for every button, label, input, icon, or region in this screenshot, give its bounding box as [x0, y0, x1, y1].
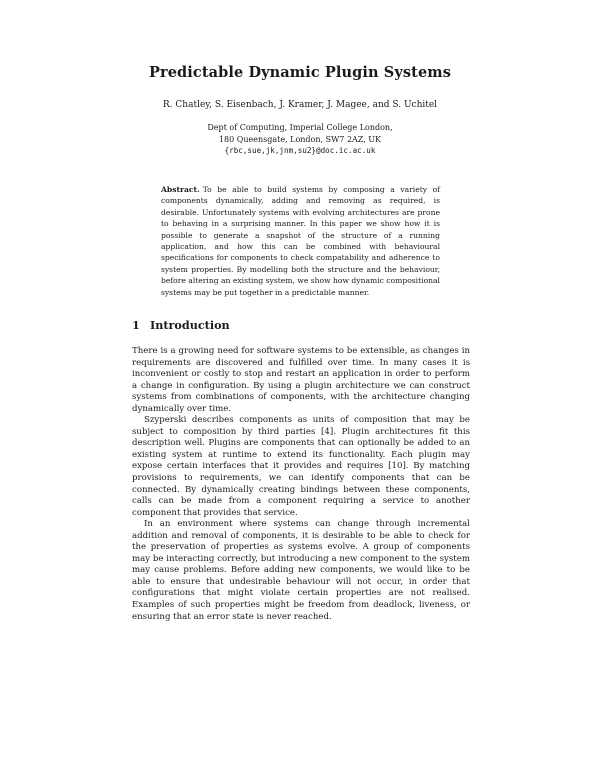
section-title: Introduction: [150, 318, 230, 332]
affiliation-dept: Dept of Computing, Imperial College London,: [207, 123, 393, 132]
section-heading: [132, 318, 230, 332]
author-list: R. Chatley, S. Eisenbach, J. Kramer, J. Magee, and S. Uchitel: [162, 100, 438, 110]
abstract: [161, 184, 440, 298]
section-number: 1: [132, 318, 140, 332]
abstract-label: Abstract.: [161, 185, 200, 194]
affiliation-address: 180 Queensgate, London, SW7 2AZ, UK: [218, 134, 382, 144]
paper-title: Predictable Dynamic Plugin Systems: [148, 64, 451, 81]
abstract-text: To be able to build systems by composing a variety of components dynamically, adding and removing as required, is desirable. Unfortunately systems with evolving architectures are prone to behaving in a surprising manner. In this paper we show how it is possible to generate a snapshot of the structure of a running application, and how this can be combined with behavioural specifications for components to check compatability and adherence to system properties. By modelling both the structure and the behaviour, before altering an existing system, we show how dynamic compositional systems may be put together in a predictable manner.: [161, 185, 440, 297]
paragraph: There is a growing need for software systems to be extensible, as changes in requirements are discovered and fulfilled over time. In many cases it is inconvenient or costly to stop and restart an application in order to perform a change in configuration. By using a plugin architecture we can construct systems from combinations of components, with the architecture changing dynamically over time.: [132, 346, 470, 414]
affiliation: [0, 122, 600, 157]
paragraph: Szyperski describes components as units of composition that may be subject to composition by third parties [4]. Plugin architectures fit this description well. Plugins are components that can optionally be added to an existing system at runtime to extend its functionality. Each plugin may expose certain interfaces that it provides and requires [10]. By matching provisions to requirements, we can identify components that can be connected. By dynamically creating bindings between these components, calls can be made from a component requiring a service to another component that provides that service.: [132, 415, 470, 518]
affiliation-emails: {rbc,sue,jk,jnm,su2}@doc.ic.ac.uk: [224, 146, 376, 155]
section-body: [132, 346, 470, 623]
paragraph: In an environment where systems can change through incremental addition and removal of components, it is desirable to be able to check for the preservation of properties as systems evolve. A group of components may be interacting correctly, but introducing a new component to the system may cause problems. Before adding new components, we would like to be able to ensure that undesirable behaviour will not occur, in order that configurations that might violate certain properties are not realised. Examples of such properties might be freedom from deadlock, liveness, or ensuring that an error state is never reached.: [132, 519, 470, 622]
